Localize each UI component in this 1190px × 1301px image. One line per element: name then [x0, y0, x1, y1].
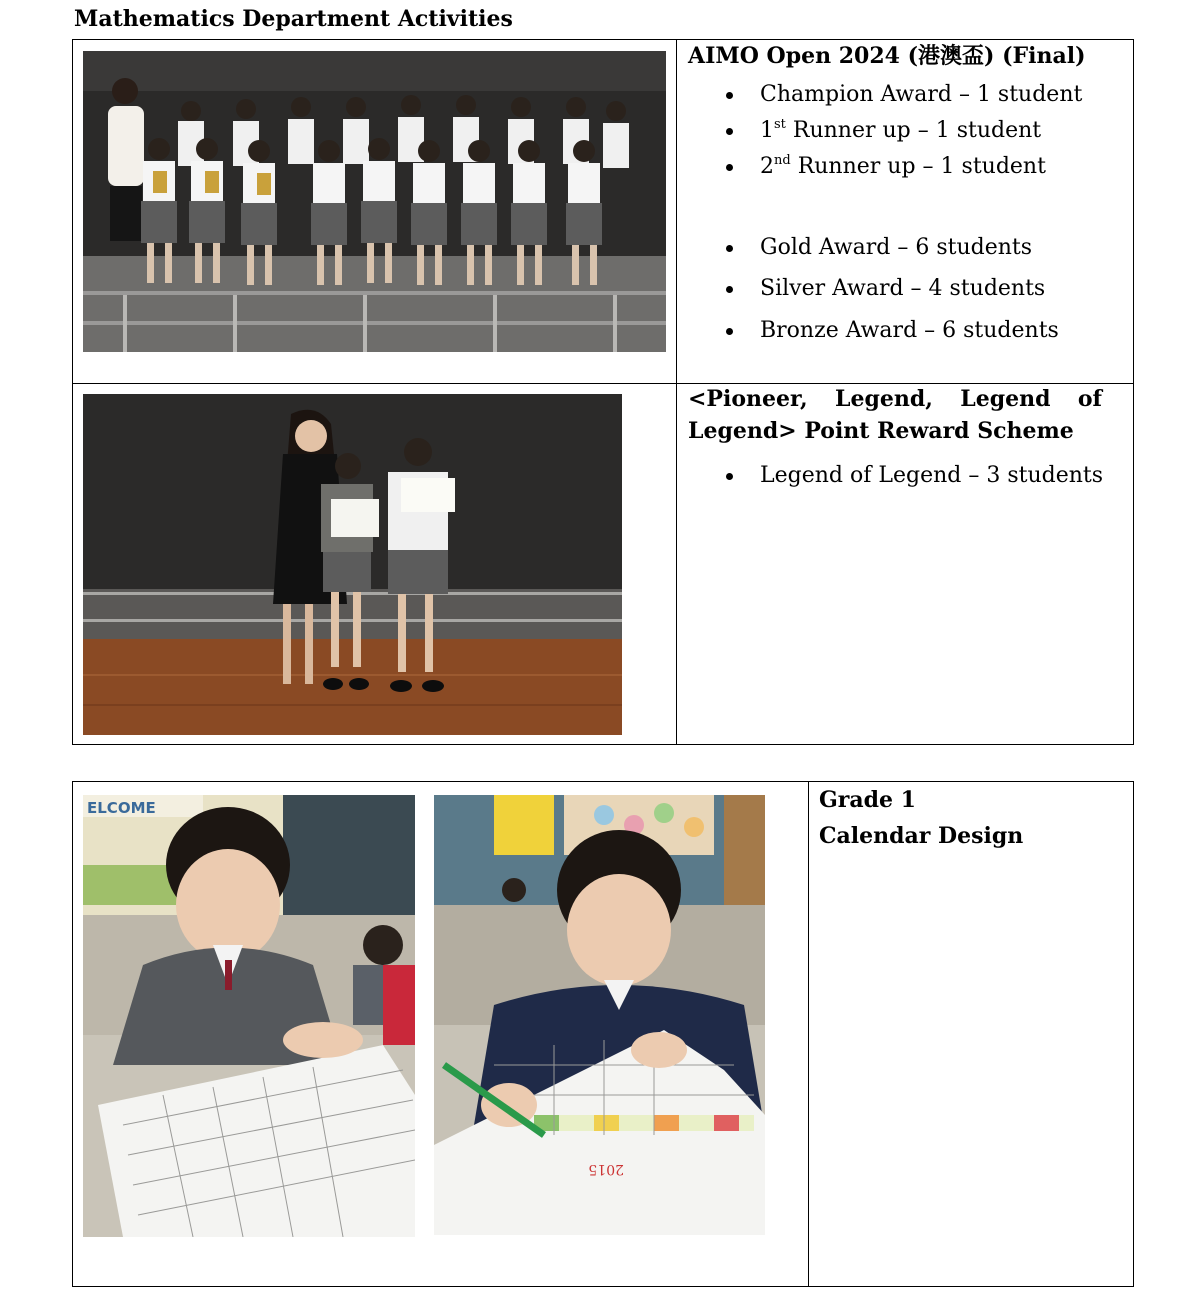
awards-table-column-divider — [676, 39, 677, 745]
activity-title: Calendar Design — [819, 823, 1024, 849]
grade-label: Grade 1 — [819, 787, 916, 813]
calendar-table-column-divider — [808, 781, 809, 1287]
aimo-group-photo — [83, 51, 666, 352]
list-item: Silver Award – 4 students — [686, 274, 1126, 316]
reward-scheme-heading: <Pioneer, Legend, Legend of — [688, 386, 1102, 412]
legend-award-list — [686, 461, 1126, 491]
aimo-award-list — [686, 80, 1126, 346]
list-item: 1st Runner up – 1 student — [686, 116, 1126, 152]
list-item: Champion Award – 1 student — [686, 80, 1126, 116]
page-title: Mathematics Department Activities — [74, 6, 513, 32]
list-item: Legend of Legend – 3 students — [686, 461, 1126, 491]
list-item: Bronze Award – 6 students — [686, 316, 1126, 346]
svg-text:2015: 2015 — [588, 1161, 624, 1177]
list-item: 2nd Runner up – 1 student — [686, 152, 1126, 233]
legend-award-photo — [83, 394, 622, 735]
list-item: Gold Award – 6 students — [686, 233, 1126, 274]
reward-scheme-heading-continued: Legend> Point Reward Scheme — [688, 418, 1074, 444]
aimo-heading: AIMO Open 2024 (港澳盃) (Final) — [688, 43, 1086, 69]
calendar-photo-student-1 — [83, 795, 415, 1237]
calendar-photo-student-2 — [434, 795, 765, 1235]
svg-text:ELCOME: ELCOME — [87, 799, 156, 817]
